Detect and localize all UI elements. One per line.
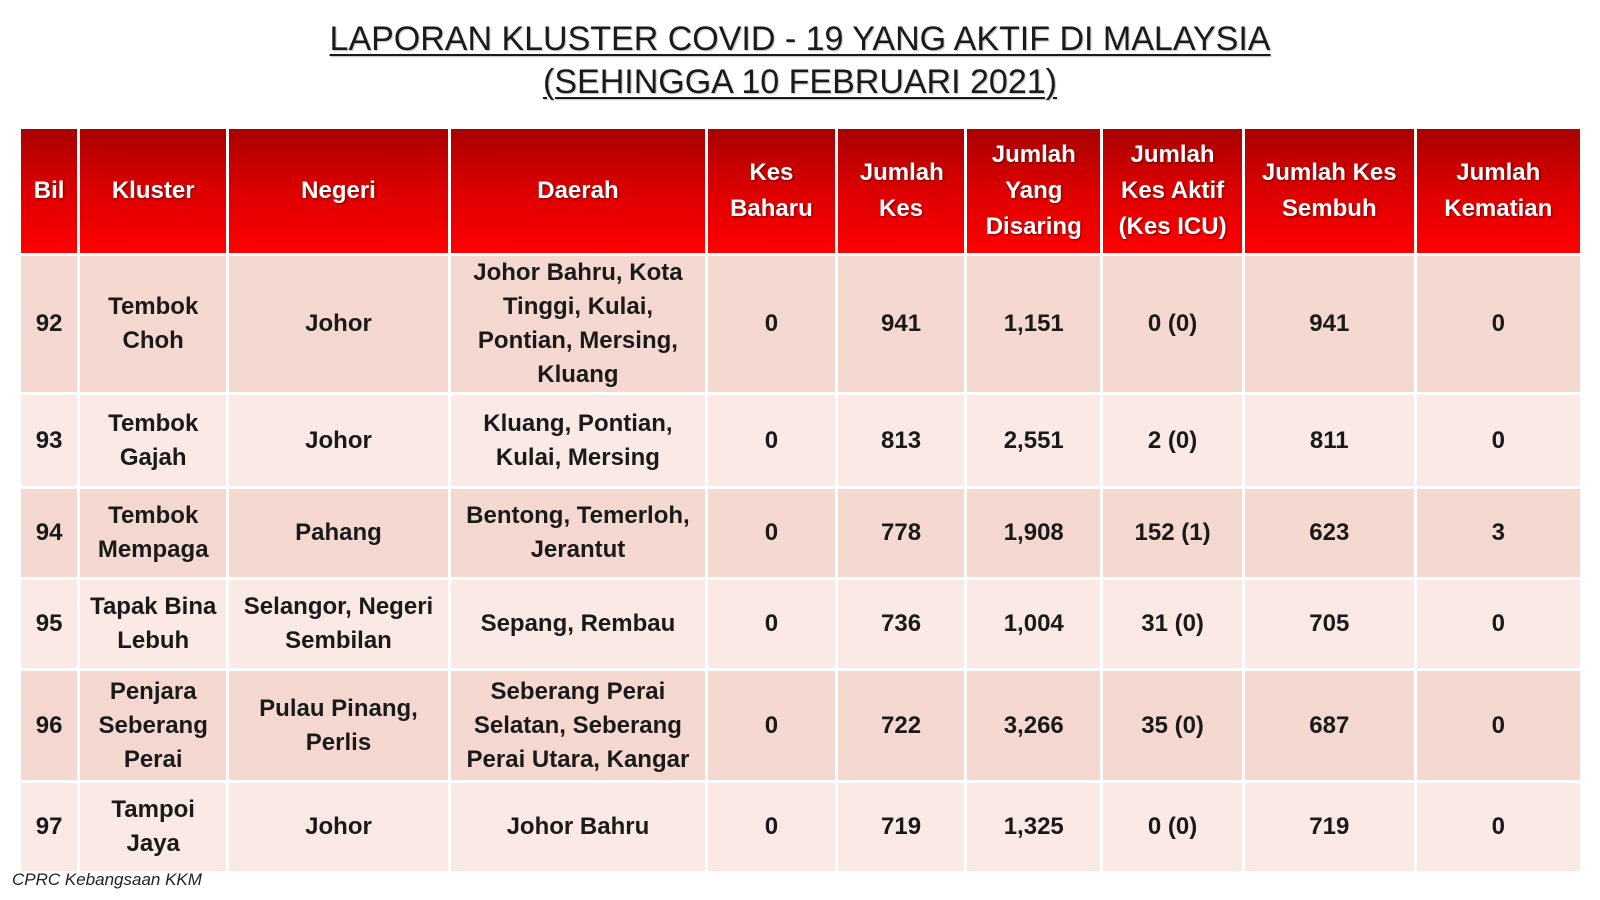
cell-negeri: Pahang [229,489,448,577]
cell-kes-baharu: 0 [708,671,835,780]
cell-daerah: Sepang, Rembau [451,580,705,668]
header-bil: Bil [21,129,77,253]
table-row [21,489,1580,577]
cell-kes-baharu: 0 [708,580,835,668]
cell-bil: 97 [21,783,77,871]
cell-jumlah-kematian: 0 [1417,256,1580,392]
source-footnote: CPRC Kebangsaan KKM [12,870,202,889]
cell-jumlah-kes-sembuh: 811 [1245,395,1414,486]
cell-daerah: Bentong, Temerloh, Jerantut [451,489,705,577]
cell-kluster: Tembok Gajah [80,395,226,486]
header-kluster: Kluster [80,129,226,253]
cell-kluster: Tampoi Jaya [80,783,226,871]
cell-daerah: Seberang Perai Selatan, Seberang Perai Utara, Kangar [451,671,705,780]
table-row [21,256,1580,392]
cell-negeri: Pulau Pinang, Perlis [229,671,448,780]
title-text-2: (SEHINGGA 10 FEBRUARI 2021) [543,63,1057,101]
cell-kluster: Tapak Bina Lebuh [80,580,226,668]
cell-jumlah-disaring: 1,004 [967,580,1100,668]
cell-kluster: Penjara Seberang Perai [80,671,226,780]
cell-jumlah-kes-aktif: 0 (0) [1103,783,1242,871]
cluster-table [18,126,1583,874]
cell-jumlah-disaring: 3,266 [967,671,1100,780]
cell-jumlah-kes: 941 [838,256,965,392]
cell-negeri: Selangor, Negeri Sembilan [229,580,448,668]
header-daerah: Daerah [451,129,705,253]
cell-jumlah-kes-aktif: 31 (0) [1103,580,1242,668]
cell-bil: 94 [21,489,77,577]
header-jumlah-kes-aktif: Jumlah Kes Aktif (Kes ICU) [1103,129,1242,253]
cell-jumlah-kematian: 0 [1417,395,1580,486]
cell-kes-baharu: 0 [708,489,835,577]
header-negeri: Negeri [229,129,448,253]
header-jumlah-disaring: Jumlah Yang Disaring [967,129,1100,253]
cell-jumlah-kematian: 0 [1417,671,1580,780]
cell-negeri: Johor [229,256,448,392]
cell-jumlah-kes-sembuh: 719 [1245,783,1414,871]
header-jumlah-kes-sembuh: Jumlah Kes Sembuh [1245,129,1414,253]
cell-jumlah-kes: 736 [838,580,965,668]
header-jumlah-kes: Jumlah Kes [838,129,965,253]
cell-jumlah-kes-aktif: 0 (0) [1103,256,1242,392]
page-title [0,18,1600,104]
header-jumlah-kematian: Jumlah Kematian [1417,129,1580,253]
title-line-1 [0,18,1600,61]
cell-jumlah-kes-sembuh: 623 [1245,489,1414,577]
cell-jumlah-kes-aktif: 152 (1) [1103,489,1242,577]
table-header-row [21,129,1580,253]
cell-daerah: Johor Bahru, Kota Tinggi, Kulai, Pontian, Mersing, Kluang [451,256,705,392]
cell-kes-baharu: 0 [708,783,835,871]
cell-bil: 93 [21,395,77,486]
table-row [21,395,1580,486]
cell-jumlah-kes: 813 [838,395,965,486]
cell-jumlah-kematian: 0 [1417,580,1580,668]
cell-jumlah-disaring: 2,551 [967,395,1100,486]
table-row [21,671,1580,780]
cell-kluster: Tembok Mempaga [80,489,226,577]
cell-bil: 96 [21,671,77,780]
cell-kluster: Tembok Choh [80,256,226,392]
table-row [21,580,1580,668]
cell-kes-baharu: 0 [708,256,835,392]
cell-negeri: Johor [229,395,448,486]
cell-jumlah-kematian: 3 [1417,489,1580,577]
cell-bil: 92 [21,256,77,392]
cell-jumlah-disaring: 1,325 [967,783,1100,871]
cell-jumlah-kes-sembuh: 941 [1245,256,1414,392]
table-row [21,783,1580,871]
cell-jumlah-kes: 778 [838,489,965,577]
cell-jumlah-kes-aktif: 2 (0) [1103,395,1242,486]
title-line-2 [0,61,1600,104]
cell-daerah: Kluang, Pontian, Kulai, Mersing [451,395,705,486]
cell-bil: 95 [21,580,77,668]
header-kes-baharu: Kes Baharu [708,129,835,253]
cell-jumlah-kes: 722 [838,671,965,780]
cell-jumlah-kes: 719 [838,783,965,871]
cell-jumlah-kes-aktif: 35 (0) [1103,671,1242,780]
cell-daerah: Johor Bahru [451,783,705,871]
cell-jumlah-kes-sembuh: 687 [1245,671,1414,780]
cell-jumlah-disaring: 1,908 [967,489,1100,577]
cell-negeri: Johor [229,783,448,871]
title-text-1: LAPORAN KLUSTER COVID - 19 YANG AKTIF DI MALAYSIA [329,20,1271,58]
cell-jumlah-kematian: 0 [1417,783,1580,871]
cell-jumlah-kes-sembuh: 705 [1245,580,1414,668]
cell-kes-baharu: 0 [708,395,835,486]
cell-jumlah-disaring: 1,151 [967,256,1100,392]
